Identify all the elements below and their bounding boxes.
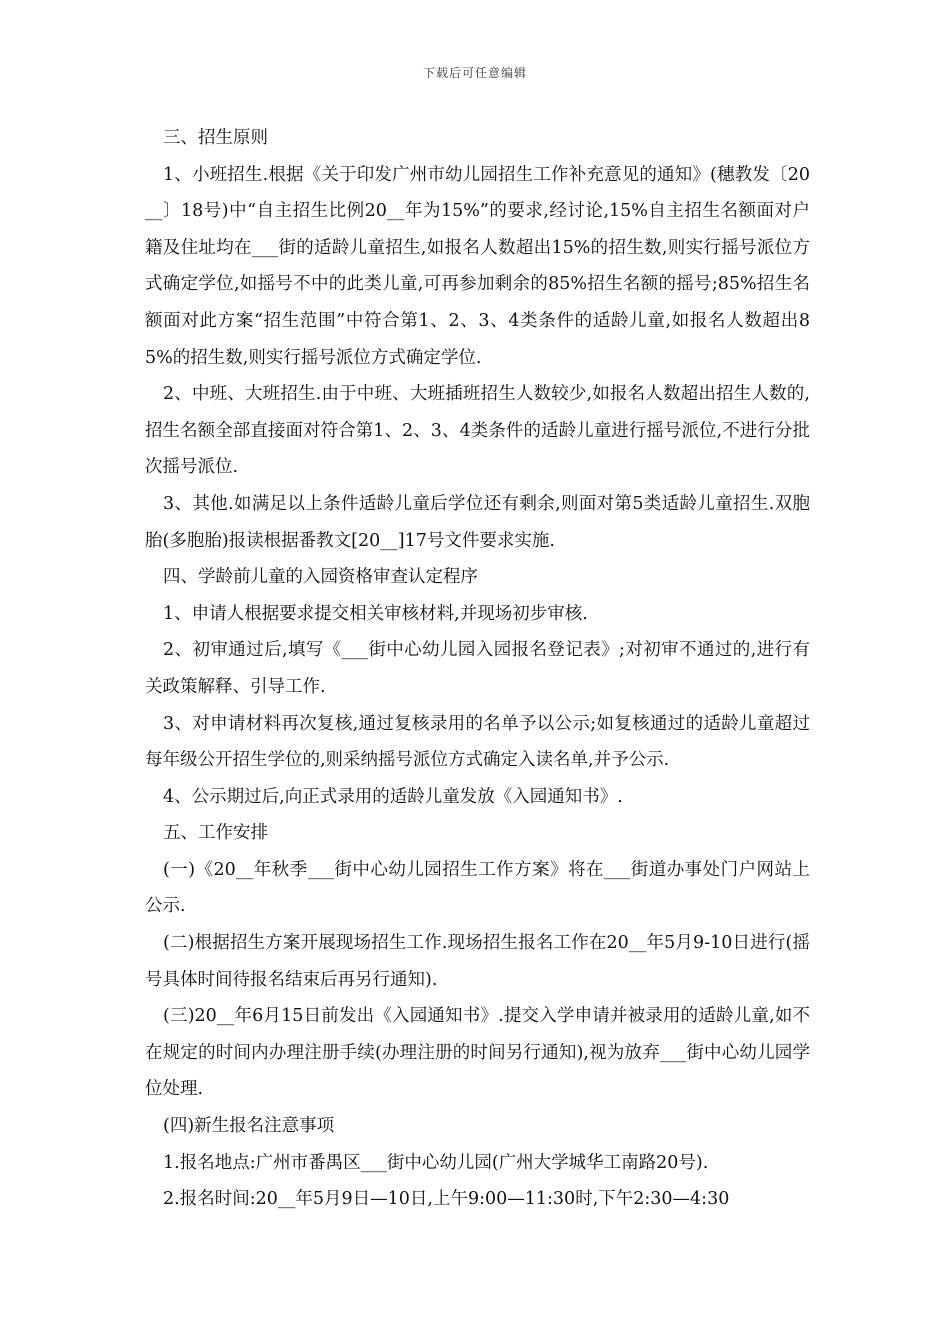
- paragraph-middle-large-class: 2、中班、大班招生.由于中班、大班插班招生人数较少,如报名人数超出招生人数的,招生名额全部直接面对符合第1、2、3、4类条件的适龄儿童进行摇号派位,不进行分批次摇号派位.: [145, 384, 810, 478]
- paragraph-other: 3、其他.如满足以上条件适龄儿童后学位还有剩余,则面对第5类适龄儿童招生.双胞胎(多胞胎)报读根据番教文[20__]17号文件要求实施.: [145, 493, 810, 551]
- paragraph-step-4: 4、公示期过后,向正式录用的适龄儿童发放《入园通知书》.: [163, 786, 623, 807]
- paragraph-registration-time: 2.报名时间:20__年5月9日—10日,上午9:00—11:30时,下午2:30—4:30: [163, 1189, 730, 1210]
- paragraph-step-3: 3、对申请材料再次复核,通过复核录用的名单予以公示;如复核通过的适龄儿童超过每年级公开招生学位的,则采纳摇号派位方式确定入读名单,并予公示.: [145, 713, 810, 771]
- section-heading-3: 三、招生原则: [163, 128, 268, 148]
- paragraph-small-class: 1、小班招生.根据《关于印发广州市幼儿园招生工作补充意见的通知》(穗教发〔20__〕18号)中“自主招生比例20__年为15%”的要求,经讨论,15%自主招生名额面对户籍及住址均在___街的适龄儿童招生,如报名人数超出15%的招生数,则实行摇号派位方式确定学位,如摇号不中的此类儿童,可再参加剩余的85%招生名额的摇号;85%招生名额面对此方案“招生范围”中符合第1、2、3、4类条件的适龄儿童,如报名人数超出85%的招生数,则实行摇号派位方式确定学位.: [145, 164, 810, 368]
- section-heading-5: 五、工作安排: [163, 823, 268, 844]
- document-body: [145, 120, 810, 1218]
- paragraph-registration-location: 1.报名地点:广州市番禺区___街中心幼儿园(广州大学城华工南路20号).: [163, 1152, 709, 1173]
- paragraph-step-2: 2、初审通过后,填写《___街中心幼儿园入园报名登记表》;对初审不通过的,进行有关政策解释、引导工作.: [145, 640, 810, 697]
- paragraph-arrangement-1: (一)《20__年秋季___街中心幼儿园招生工作方案》将在___街道办事处门户网站上公示.: [145, 859, 810, 917]
- paragraph-arrangement-3: (三)20__年6月15日前发出《入园通知书》.提交入学申请并被录用的适龄儿童,如不在规定的时间内办理注册手续(办理注册的时间另行通知),视为放弃___街中心幼儿园学位处理.: [145, 1006, 810, 1100]
- page-header: 下载后可任意编辑: [422, 66, 527, 80]
- paragraph-step-1: 1、申请人根据要求提交相关审核材料,并现场初步审核.: [163, 603, 588, 624]
- paragraph-arrangement-4-heading: (四)新生报名注意事项: [163, 1116, 335, 1137]
- section-heading-4: 四、学龄前儿童的入园资格审查认定程序: [163, 567, 478, 588]
- paragraph-arrangement-2: (二)根据招生方案开展现场招生工作.现场招生报名工作在20__年5月9-10日进行(摇号具体时间待报名结束后再另行通知).: [145, 933, 810, 990]
